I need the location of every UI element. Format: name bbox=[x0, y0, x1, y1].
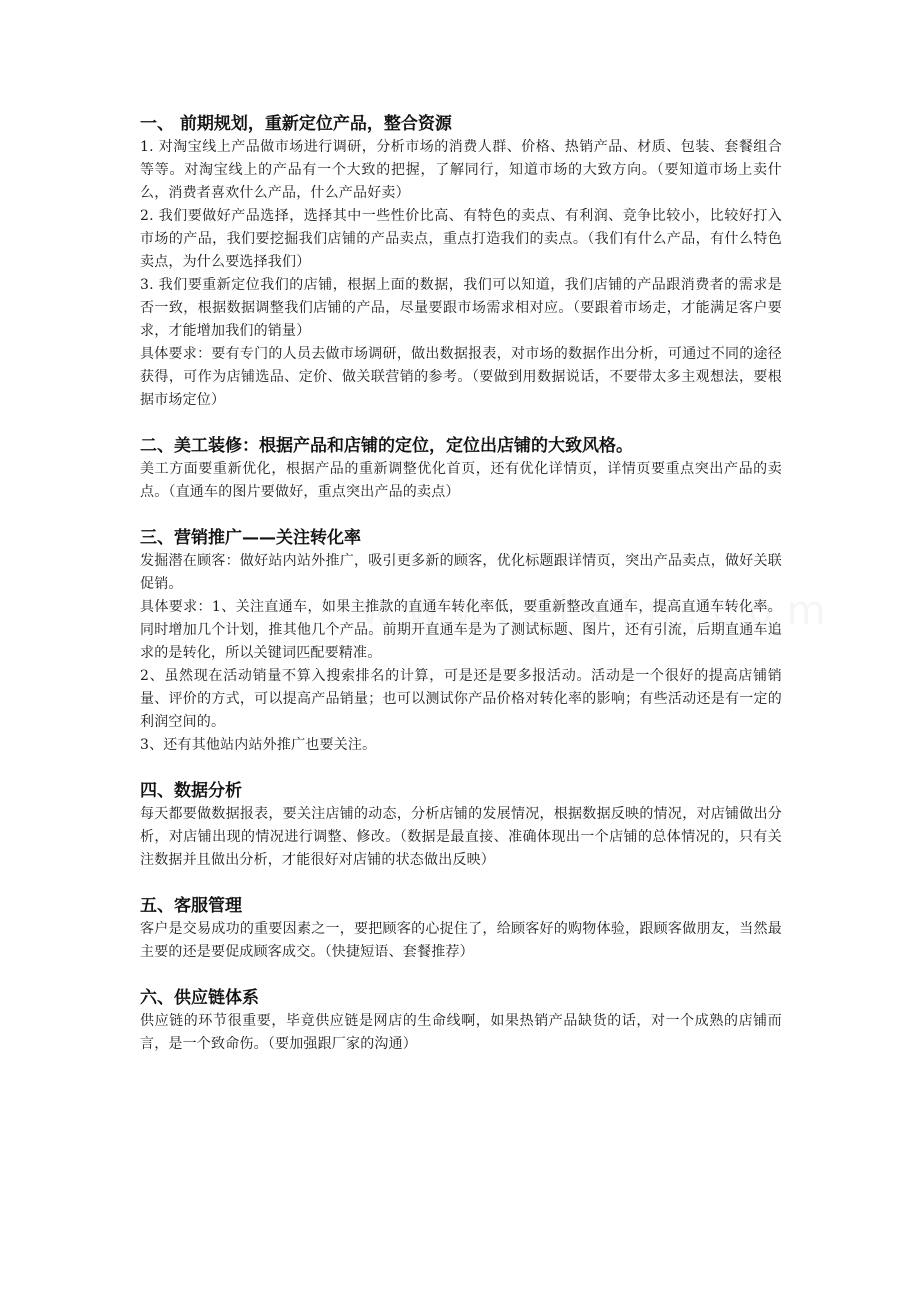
section-3 bbox=[140, 526, 782, 757]
section-2 bbox=[140, 434, 782, 504]
section-heading: 四、数据分析 bbox=[140, 781, 242, 801]
document-body bbox=[140, 112, 782, 1078]
section-heading: 六、供应链体系 bbox=[140, 988, 259, 1008]
paragraph: 发掘潜在顾客：做好站内站外推广，吸引更多新的顾客，优化标题跟详情页，突出产品卖点，做好关联促销。 bbox=[140, 553, 782, 592]
section-heading: 一、 前期规划，重新定位产品，整合资源 bbox=[140, 114, 452, 134]
section-1 bbox=[140, 112, 782, 412]
section-6 bbox=[140, 986, 782, 1056]
section-heading: 二、美工装修：根据产品和店铺的定位，定位出店铺的大致风格。 bbox=[140, 436, 633, 456]
paragraph: 美工方面要重新优化，根据产品的重新调整优化首页，还有优化详情页，详情页要重点突出产品的卖点。（直通车的图片要做好，重点突出产品的卖点） bbox=[140, 461, 782, 500]
paragraph: 具体要求：要有专门的人员去做市场调研，做出数据报表，对市场的数据作出分析，可通过不同的途径获得，可作为店铺选品、定价、做关联营销的参考。（要做到用数据说话，不要带太多主观想法，要根据市场定位） bbox=[140, 346, 782, 408]
paragraph: 供应链的环节很重要，毕竟供应链是网店的生命线啊，如果热销产品缺货的话，对一个成熟的店铺而言，是一个致命伤。（要加强跟厂家的沟通） bbox=[140, 1013, 782, 1052]
paragraph: 2、虽然现在活动销量不算入搜索排名的计算，可是还是要多报活动。活动是一个很好的提高店铺销量、评价的方式，可以提高产品销量；也可以测试你产品价格对转化率的影响；有些活动还是有一定的利润空间的。 bbox=[140, 668, 782, 730]
section-4 bbox=[140, 779, 782, 872]
paragraph: 2. 我们要做好产品选择，选择其中一些性价比高、有特色的卖点、有利润、竞争比较小，比较好打入市场的产品，我们要挖掘我们店铺的产品卖点，重点打造我们的卖点。（我们有什么产品，有什么特色卖点，为什么要选择我们） bbox=[140, 208, 782, 270]
paragraph: 3. 我们要重新定位我们的店铺，根据上面的数据，我们可以知道，我们店铺的产品跟消费者的需求是否一致，根据数据调整我们店铺的产品，尽量要跟市场需求相对应。（要跟着市场走，才能满足客户要求，才能增加我们的销量） bbox=[140, 277, 782, 339]
paragraph: 具体要求：1、关注直通车，如果主推款的直通车转化率低，要重新整改直通车，提高直通车转化率。同时增加几个计划，推其他几个产品。前期开直通车是为了测试标题、图片，还有引流，后期直通车追求的是转化，所以关键词匹配要精准。 bbox=[140, 599, 782, 661]
section-heading: 三、营销推广——关注转化率 bbox=[140, 528, 361, 548]
paragraph: 客户是交易成功的重要因素之一，要把顾客的心捉住了，给顾客好的购物体验，跟顾客做朋友，当然最主要的还是要促成顾客成交。（快捷短语、套餐推荐） bbox=[140, 921, 782, 960]
paragraph: 1. 对淘宝线上产品做市场进行调研，分析市场的消费人群、价格、热销产品、材质、包装、套餐组合等等。对淘宝线上的产品有一个大致的把握，了解同行，知道市场的大致方向。（要知道市场上卖什么，消费者喜欢什么产品，什么产品好卖） bbox=[140, 139, 782, 201]
paragraph: 3、还有其他站内站外推广也要关注。 bbox=[140, 737, 377, 753]
section-heading: 五、客服管理 bbox=[140, 896, 242, 916]
section-5 bbox=[140, 894, 782, 964]
paragraph: 每天都要做数据报表，要关注店铺的动态，分析店铺的发展情况，根据数据反映的情况，对店铺做出分析，对店铺出现的情况进行调整、修改。（数据是最直接、准确体现出一个店铺的总体情况的，只有关注数据并且做出分析，才能很好对店铺的状态做出反映） bbox=[140, 806, 782, 868]
